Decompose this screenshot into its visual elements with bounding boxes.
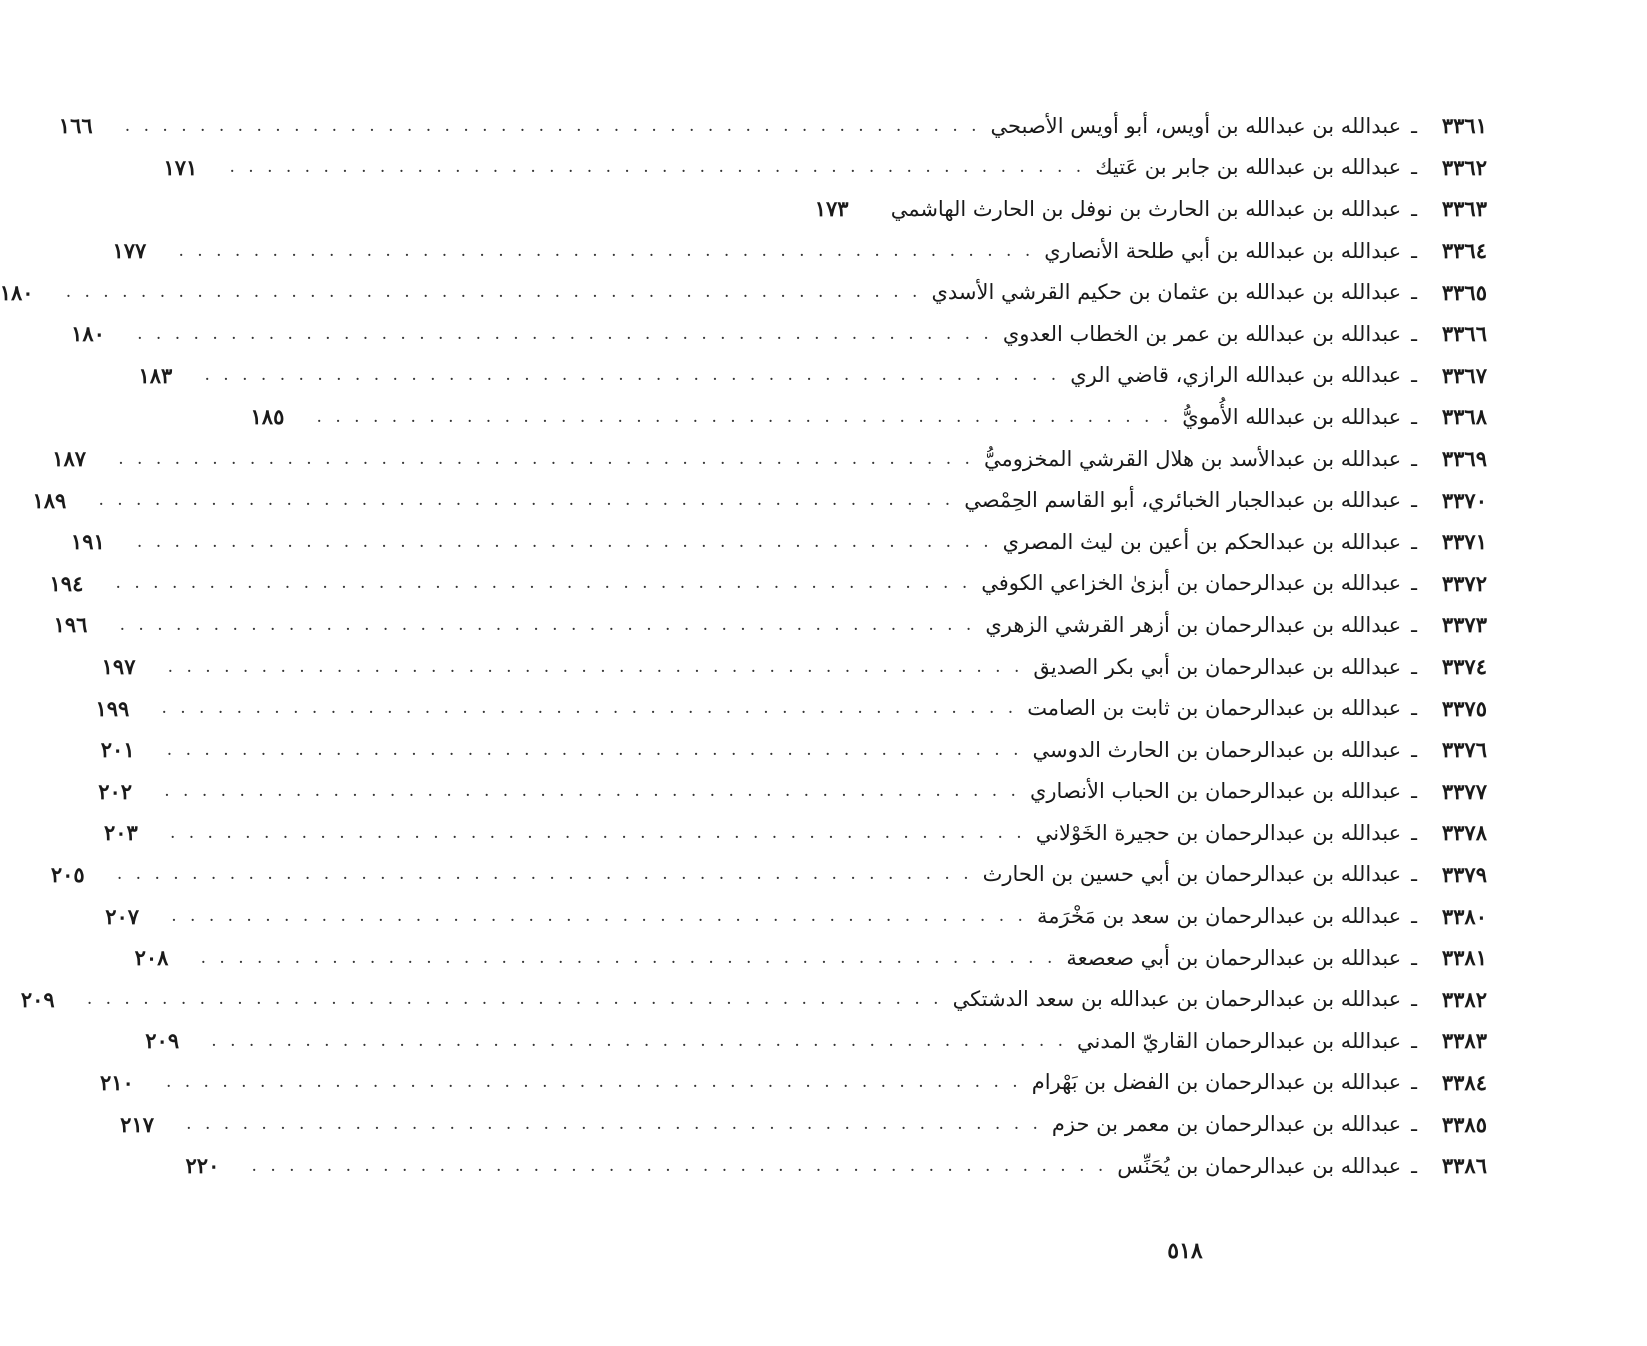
entry-separator: ـ <box>1411 196 1417 221</box>
entry-page-number: ٢١٠ <box>99 1069 134 1095</box>
entry-title: عبدالله بن عبدالأسد بن هلال القرشي المخزوميُّ <box>983 446 1402 471</box>
table-of-contents <box>0 105 1487 1186</box>
entry-page-number: ١٩٧ <box>101 654 136 680</box>
toc-entry <box>815 188 1487 230</box>
toc-entry <box>250 396 1487 438</box>
toc-entry <box>163 147 1487 189</box>
entry-title: عبدالله بن عبدالحكم بن أعين بن ليث المصري <box>1002 529 1402 554</box>
dot-leader: . . . . . . . . . . . . . . . . . . . . . . . . . . . . . . . . . . . . . . . . . . . . . . <box>200 947 1057 968</box>
entry-separator: ـ <box>1411 321 1417 346</box>
entry-page-number: ١٩٦ <box>53 612 88 638</box>
entry-number: ٣٣٧١ <box>1441 529 1487 555</box>
entry-separator: ـ <box>1411 238 1417 263</box>
entry-number: ٣٣٧٧ <box>1441 778 1487 804</box>
dot-leader: . . . . . . . . . . . . . . . . . . . . . . . . . . . . . . . . . . . . . . . . . . . . . . <box>229 157 1086 178</box>
toc-entry <box>134 937 1487 979</box>
dot-leader: . . . . . . . . . . . . . . . . . . . . . . . . . . . . . . . . . . . . . . . . . . . . . . <box>178 240 1035 261</box>
toc-entry <box>100 729 1487 771</box>
entry-number: ٣٣٧٥ <box>1441 695 1487 721</box>
toc-entry <box>32 479 1487 521</box>
dot-leader: . . . . . . . . . . . . . . . . . . . . . . . . . . . . . . . . . . . . . . . . . . . . . . <box>124 115 981 136</box>
entry-title: عبدالله بن عبدالرحمان بن يُحَنِّس <box>1117 1153 1402 1178</box>
entry-title: عبدالله بن عبدالرحمان القاريّ المدني <box>1077 1028 1402 1053</box>
entry-number: ٣٣٦١ <box>1441 113 1487 139</box>
entry-title: عبدالله بن عبدالرحمان بن معمر بن حزم <box>1051 1112 1402 1137</box>
entry-title: عبدالله بن عبدالله بن أبي طلحة الأنصاري <box>1044 238 1402 263</box>
entry-separator: ـ <box>1411 696 1417 721</box>
dot-leader: . . . . . . . . . . . . . . . . . . . . . . . . . . . . . . . . . . . . . . . . . . . . . . <box>65 282 922 303</box>
page-number: ٥١٨ <box>1167 1238 1203 1264</box>
entry-number: ٣٣٧٩ <box>1441 861 1487 887</box>
entry-number: ٣٣٦٩ <box>1441 446 1487 472</box>
entry-page-number: ١٩١ <box>70 529 105 555</box>
toc-entry <box>0 271 1487 313</box>
entry-number: ٣٣٨٠ <box>1441 903 1487 929</box>
toc-entry <box>52 438 1487 480</box>
entry-title: عبدالله بن عبدالرحمان بن ثابت بن الصامت <box>1027 696 1402 721</box>
dot-leader: . . . . . . . . . . . . . . . . . . . . . . . . . . . . . . . . . . . . . . . . . . . . . . <box>98 490 955 511</box>
entry-number: ٣٣٧٣ <box>1441 612 1487 638</box>
toc-entry <box>103 812 1487 854</box>
entry-separator: ـ <box>1411 1070 1417 1095</box>
entry-title: عبدالله بن عبدالرحمان بن أبزىٰ الخزاعي الكوفي <box>981 571 1402 596</box>
entry-title: عبدالله بن عبدالرحمان بن عبدالله بن سعد الدشتكي <box>952 987 1402 1012</box>
dot-leader: . . . . . . . . . . . . . . . . . . . . . . . . . . . . . . . . . . . . . . . . . . . . . . <box>165 1072 1022 1093</box>
toc-entry <box>49 563 1487 605</box>
entry-separator: ـ <box>1411 904 1417 929</box>
dot-leader: . . . . . . . . . . . . . . . . . . . . . . . . . . . . . . . . . . . . . . . . . . . . . . <box>164 781 1020 802</box>
dot-leader: . . . . . . . . . . . . . . . . . . . . . . . . . . . . . . . . . . . . . . . . . . . . . . <box>204 365 1061 386</box>
entry-title: عبدالله بن عبدالرحمان بن الحارث الدوسي <box>1032 737 1402 762</box>
entry-page-number: ١٩٩ <box>95 695 130 721</box>
toc-entry <box>105 895 1487 937</box>
entry-page-number: ٢٢٠ <box>185 1153 220 1179</box>
toc-entry <box>99 1062 1487 1104</box>
entry-separator: ـ <box>1411 862 1417 887</box>
entry-separator: ـ <box>1411 987 1417 1012</box>
entry-separator: ـ <box>1411 654 1417 679</box>
entry-title: عبدالله بن عبدالله بن الحارث بن نوفل بن الحارث الهاشمي <box>890 196 1402 221</box>
entry-separator: ـ <box>1411 779 1417 804</box>
entry-separator: ـ <box>1411 404 1417 429</box>
entry-separator: ـ <box>1411 280 1417 305</box>
toc-entry <box>138 355 1487 397</box>
entry-number: ٣٣٦٢ <box>1441 154 1487 180</box>
entry-number: ٣٣٨٤ <box>1441 1069 1487 1095</box>
entry-separator: ـ <box>1411 1112 1417 1137</box>
toc-entry <box>112 230 1487 272</box>
entry-title: عبدالله بن عبدالرحمان بن أبي بكر الصديق <box>1033 654 1402 679</box>
entry-title: عبدالله بن عبدالرحمان بن سعد بن مَخْرَمة <box>1036 904 1402 929</box>
entry-page-number: ١٨٥ <box>250 404 285 430</box>
entry-number: ٣٣٦٨ <box>1441 404 1487 430</box>
dot-leader: . . . . . . . . . . . . . . . . . . . . . . . . . . . . . . . . . . . . . . . . . . . . . . <box>115 573 972 594</box>
entry-page-number: ٢٠١ <box>100 737 135 763</box>
entry-separator: ـ <box>1411 155 1417 180</box>
entry-page-number: ١٦٦ <box>58 113 93 139</box>
entry-title: عبدالله بن عبدالله بن عمر بن الخطاب العدوي <box>1002 321 1402 346</box>
entry-number: ٣٣٦٥ <box>1441 279 1487 305</box>
entry-page-number: ٢٠٨ <box>134 945 169 971</box>
entry-separator: ـ <box>1411 737 1417 762</box>
toc-entry <box>98 771 1487 813</box>
entry-number: ٣٣٨٥ <box>1441 1111 1487 1137</box>
entry-page-number: ١٧٣ <box>814 196 849 222</box>
entry-page-number: ٢٠٢ <box>98 778 133 804</box>
entry-title: عبدالله بن عبدالله الأُمويُّ <box>1182 404 1402 429</box>
entry-separator: ـ <box>1411 571 1417 596</box>
dot-leader: . . . . . . . . . . . . . . . . . . . . . . . . . . . . . . . . . . . . . . . . . . . . . . <box>119 614 976 635</box>
entry-title: عبدالله بن عبدالله بن عثمان بن حكيم القرشي الأسدي <box>931 280 1402 305</box>
entry-separator: ـ <box>1411 1153 1417 1178</box>
entry-separator: ـ <box>1411 1028 1417 1053</box>
dot-leader: . . . . . . . . . . . . . . . . . . . . . . . . . . . . . . . . . . . . . . . . . . . . . . <box>316 406 1173 427</box>
entry-page-number: ٢١٧ <box>120 1111 155 1137</box>
entry-number: ٣٣٦٧ <box>1441 362 1487 388</box>
entry-separator: ـ <box>1411 488 1417 513</box>
entry-separator: ـ <box>1411 529 1417 554</box>
dot-leader: . . . . . . . . . . . . . . . . . . . . . . . . . . . . . . . . . . . . . . . . . . . . . . <box>161 698 1018 719</box>
entry-separator: ـ <box>1411 945 1417 970</box>
toc-entry <box>50 854 1487 896</box>
dot-leader: . . . . . . . . . . . . . . . . . . . . . . . . . . . . . . . . . . . . . . . . . . . . . . <box>211 1030 1068 1051</box>
entry-title: عبدالله بن عبدالله بن جابر بن عَتيك <box>1095 155 1402 180</box>
dot-leader: . . . . . . . . . . . . . . . . . . . . . . . . . . . . . . . . . . . . . . . . . . . . . . <box>118 448 974 469</box>
toc-entry <box>120 1103 1487 1145</box>
dot-leader: . . . . . . . . . . . . . . . . . . . . . . . . . . . . . . . . . . . . . . . . . . . . . . <box>251 1155 1108 1176</box>
toc-entry <box>145 1020 1487 1062</box>
entry-page-number: ٢٠٩ <box>145 1028 180 1054</box>
toc-entry <box>58 105 1487 147</box>
dot-leader: . . . . . . . . . . . . . . . . . . . . . . . . . . . . . . . . . . . . . . . . . . . . . . <box>186 1114 1042 1135</box>
toc-entry <box>53 604 1487 646</box>
dot-leader: . . . . . . . . . . . . . . . . . . . . . . . . . . . . . . . . . . . . . . . . . . . . . . <box>169 822 1026 843</box>
toc-entry <box>95 687 1487 729</box>
entry-number: ٣٣٧٨ <box>1441 820 1487 846</box>
entry-title: عبدالله بن عبدالرحمان بن أبي صعصعة <box>1066 945 1402 970</box>
entry-number: ٣٣٨٦ <box>1441 1153 1487 1179</box>
entry-separator: ـ <box>1411 113 1417 138</box>
toc-entry <box>101 646 1487 688</box>
entry-number: ٣٣٨١ <box>1441 945 1487 971</box>
toc-entry <box>185 1145 1487 1187</box>
dot-leader: . . . . . . . . . . . . . . . . . . . . . . . . . . . . . . . . . . . . . . . . . . . . . . <box>136 531 993 552</box>
entry-separator: ـ <box>1411 363 1417 388</box>
entry-separator: ـ <box>1411 446 1417 471</box>
entry-number: ٣٣٨٢ <box>1441 986 1487 1012</box>
entry-page-number: ١٨٠ <box>0 279 34 305</box>
entry-page-number: ٢٠٩ <box>20 986 55 1012</box>
dot-leader: . . . . . . . . . . . . . . . . . . . . . . . . . . . . . . . . . . . . . . . . . . . . . . <box>116 864 973 885</box>
entry-page-number: ١٨٣ <box>138 362 173 388</box>
entry-title: عبدالله بن عبدالله الرازي، قاضي الري <box>1070 363 1402 388</box>
entry-number: ٣٣٧٢ <box>1441 570 1487 596</box>
dot-leader: . . . . . . . . . . . . . . . . . . . . . . . . . . . . . . . . . . . . . . . . . . . . . . <box>167 656 1024 677</box>
entry-number: ٣٣٦٦ <box>1441 321 1487 347</box>
entry-page-number: ١٧٧ <box>112 238 147 264</box>
dot-leader: . . . . . . . . . . . . . . . . . . . . . . . . . . . . . . . . . . . . . . . . . . . . . . <box>166 739 1023 760</box>
entry-page-number: ١٨٩ <box>32 487 67 513</box>
entry-page-number: ٢٠٧ <box>105 903 140 929</box>
toc-entry <box>71 313 1487 355</box>
entry-separator: ـ <box>1411 612 1417 637</box>
entry-page-number: ٢٠٣ <box>103 820 138 846</box>
entry-number: ٣٣٧٠ <box>1441 487 1487 513</box>
toc-entry <box>20 978 1487 1020</box>
entry-number: ٣٣٧٤ <box>1441 654 1487 680</box>
dot-leader: . . . . . . . . . . . . . . . . . . . . . . . . . . . . . . . . . . . . . . . . . . . . . . <box>86 989 943 1010</box>
dot-leader: . . . . . . . . . . . . . . . . . . . . . . . . . . . . . . . . . . . . . . . . . . . . . . <box>137 323 993 344</box>
entry-title: عبدالله بن عبدالرحمان بن الفضل بن بَهْرام <box>1031 1070 1402 1095</box>
entry-page-number: ١٧١ <box>163 154 198 180</box>
entry-page-number: ١٩٤ <box>49 570 84 596</box>
entry-page-number: ١٨٠ <box>71 321 105 347</box>
toc-entry <box>70 521 1487 563</box>
entry-title: عبدالله بن عبدالله بن أويس، أبو أويس الأصبحي <box>990 113 1402 138</box>
entry-number: ٣٣٨٣ <box>1441 1028 1487 1054</box>
entry-title: عبدالله بن عبدالرحمان بن الحباب الأنصاري <box>1029 779 1402 804</box>
dot-leader: . . . . . . . . . . . . . . . . . . . . . . . . . . . . . . . . . . . . . . . . . . . . . . <box>171 906 1027 927</box>
entry-number: ٣٣٧٦ <box>1441 737 1487 763</box>
entry-title: عبدالله بن عبدالرحمان بن أبي حسين بن الحارث <box>982 862 1402 887</box>
entry-page-number: ١٨٧ <box>52 446 87 472</box>
entry-page-number: ٢٠٥ <box>50 861 85 887</box>
entry-title: عبدالله بن عبدالرحمان بن أزهر القرشي الزهري <box>985 612 1402 637</box>
entry-number: ٣٣٦٣ <box>1441 196 1487 222</box>
entry-title: عبدالله بن عبدالرحمان بن حجيرة الخَوْلاني <box>1035 820 1402 845</box>
entry-title: عبدالله بن عبدالجبار الخبائري، أبو القاسم الحِمْصي <box>964 488 1402 513</box>
entry-number: ٣٣٦٤ <box>1441 238 1487 264</box>
entry-separator: ـ <box>1411 820 1417 845</box>
